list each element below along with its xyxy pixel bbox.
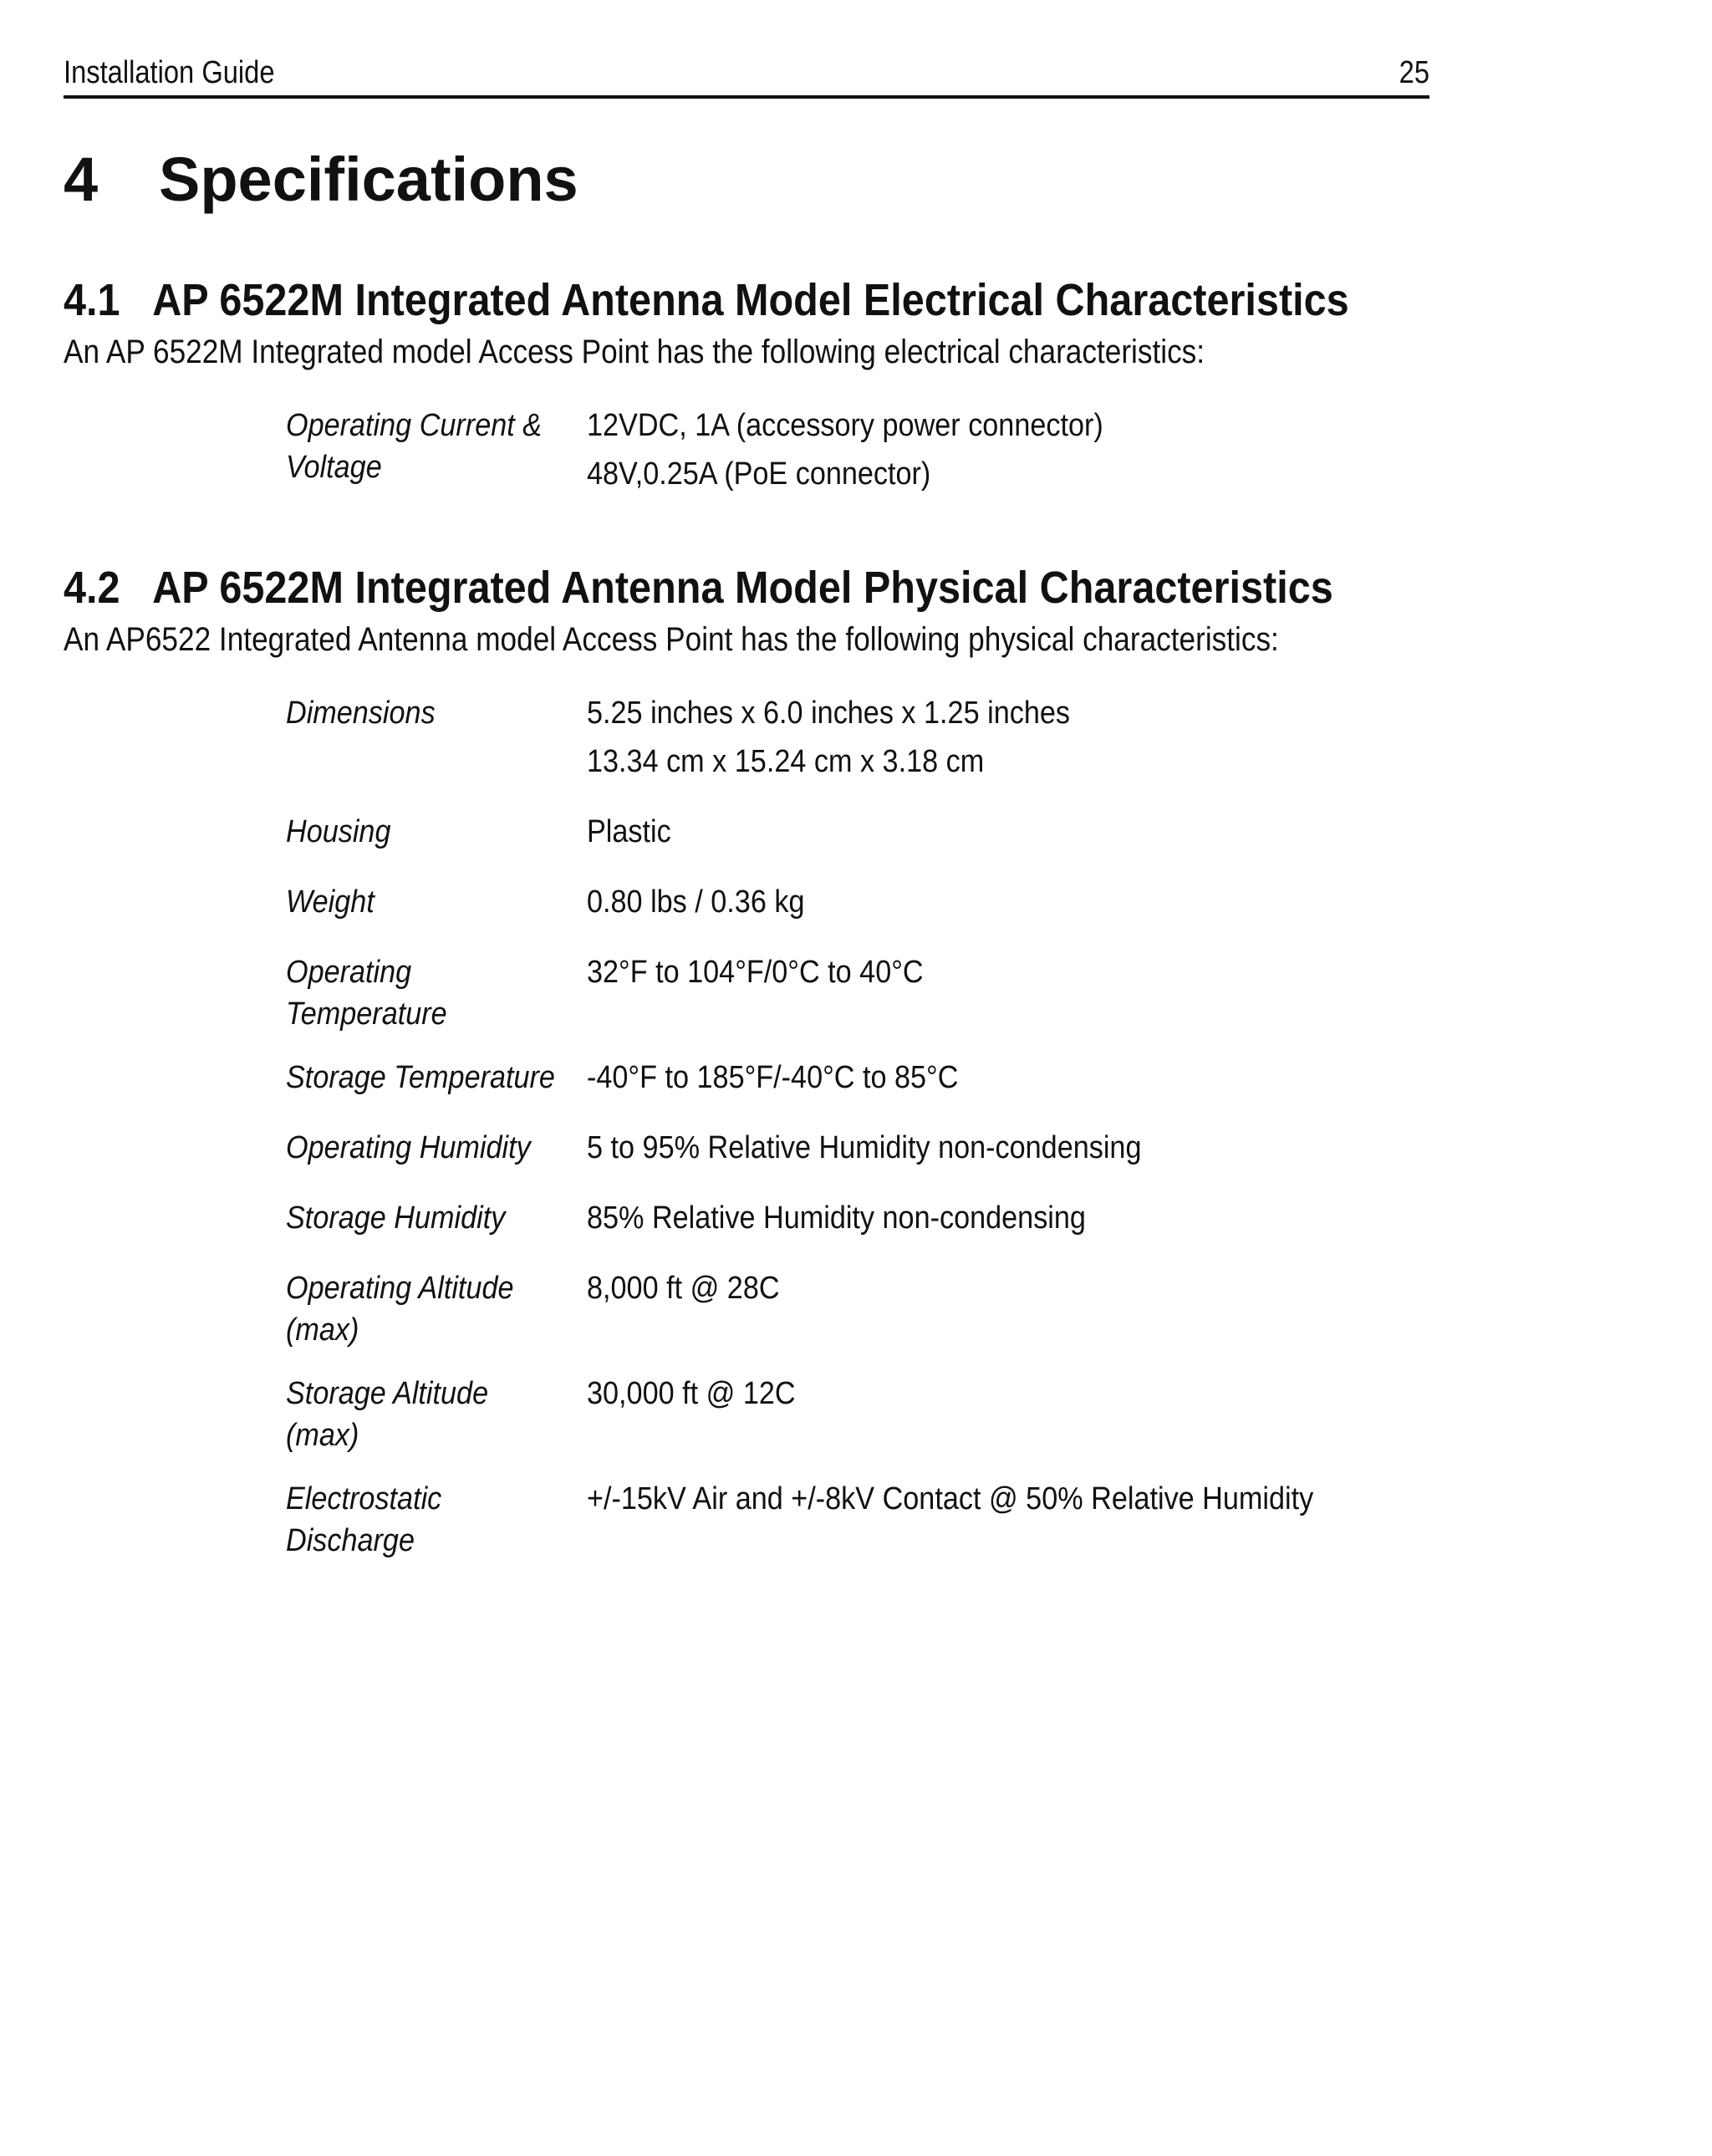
spec-row-storage-altitude [286,1373,1264,1456]
spec-values [587,951,1264,1035]
spec-label-line: Dimensions [286,696,436,731]
spec-label-line: Storage Temperature [286,1060,555,1095]
spec-label-line: (max) [286,1312,359,1348]
chapter-heading [64,142,578,217]
physical-spec-table [286,692,1314,1583]
page-number: 25 [1399,55,1429,90]
section-heading-4-1 [64,273,1349,328]
spec-row-operating-altitude [286,1267,1264,1351]
spec-label [286,881,587,930]
electrical-spec-table [286,405,1264,523]
section-heading-4-2 [64,560,1333,615]
spec-label-line: Weight [286,884,374,920]
chapter-number: 4 [64,145,99,214]
spec-label-line: Operating Current & [286,408,543,443]
spec-value: 5 to 95% Relative Humidity non-condensing [587,1130,1142,1165]
spec-value: 32°F to 104°F/0°C to 40°C [587,955,924,990]
spec-row-dimensions [286,692,1264,789]
spec-label [286,1057,587,1105]
spec-row-operating-humidity [286,1127,1264,1175]
spec-value: 8,000 ft @ 28C [587,1271,780,1306]
spec-label [286,1373,587,1456]
section-intro-4-1: An AP 6522M Integrated model Access Point has the following electrical characteristics: [64,334,1205,370]
spec-values [587,811,1264,859]
spec-label [286,811,587,859]
spec-value: Plastic [587,814,671,849]
spec-values [587,1127,1264,1175]
spec-values [587,692,1264,789]
spec-value: 85% Relative Humidity non-condensing [587,1200,1086,1236]
spec-row-weight [286,881,1264,930]
spec-values [587,1057,1264,1105]
spec-value: 12VDC, 1A (accessory power connector) [587,408,1103,443]
spec-label-line: Operating Altitude [286,1271,514,1306]
spec-label [286,1127,587,1175]
spec-label-line: (max) [286,1418,359,1453]
spec-value: 13.34 cm x 15.24 cm x 3.18 cm [587,744,985,779]
spec-row-housing [286,811,1264,859]
spec-label [286,1197,587,1246]
spec-label-line: Temperature [286,996,447,1032]
spec-value: +/-15kV Air and +/-8kV Contact @ 50% Relative Humidity [587,1481,1314,1516]
spec-label [286,951,587,1035]
spec-label-line: Electrostatic [286,1481,442,1516]
running-header [64,50,1429,99]
spec-label [286,1478,587,1562]
spec-row [286,405,1264,502]
spec-value: 30,000 ft @ 12C [587,1376,796,1411]
spec-values [587,405,1264,502]
spec-label-line: Housing [286,814,391,849]
spec-row-electrostatic-discharge [286,1478,1314,1562]
spec-values [587,1267,1264,1351]
spec-label [286,1267,587,1351]
spec-value: 0.80 lbs / 0.36 kg [587,884,805,920]
section-number: 4.2 [64,563,120,613]
spec-row-storage-humidity [286,1197,1264,1246]
spec-row-operating-temperature [286,951,1264,1035]
spec-label-line: Storage Altitude [286,1376,489,1411]
spec-values [587,1478,1313,1562]
spec-label-line: Voltage [286,450,382,485]
spec-label [286,692,587,789]
spec-label-line: Storage Humidity [286,1200,506,1236]
spec-values [587,1197,1264,1246]
spec-label-line: Operating Humidity [286,1130,531,1165]
spec-value: -40°F to 185°F/-40°C to 85°C [587,1060,959,1095]
spec-values [587,881,1264,930]
spec-values [587,1373,1264,1456]
spec-value: 5.25 inches x 6.0 inches x 1.25 inches [587,696,1070,731]
header-title: Installation Guide [64,55,275,90]
spec-label [286,405,587,502]
section-title: AP 6522M Integrated Antenna Model Physical Characteristics [152,563,1333,613]
section-number: 4.1 [64,275,120,325]
spec-label-line: Discharge [286,1523,415,1558]
section-intro-4-2: An AP6522 Integrated Antenna model Access Point has the following physical characteristics: [64,621,1279,658]
section-title: AP 6522M Integrated Antenna Model Electrical Characteristics [152,275,1349,325]
chapter-title: Specifications [159,145,578,214]
spec-row-storage-temperature [286,1057,1264,1105]
spec-value: 48V,0.25A (PoE connector) [587,456,931,492]
spec-label-line: Operating [286,955,412,990]
